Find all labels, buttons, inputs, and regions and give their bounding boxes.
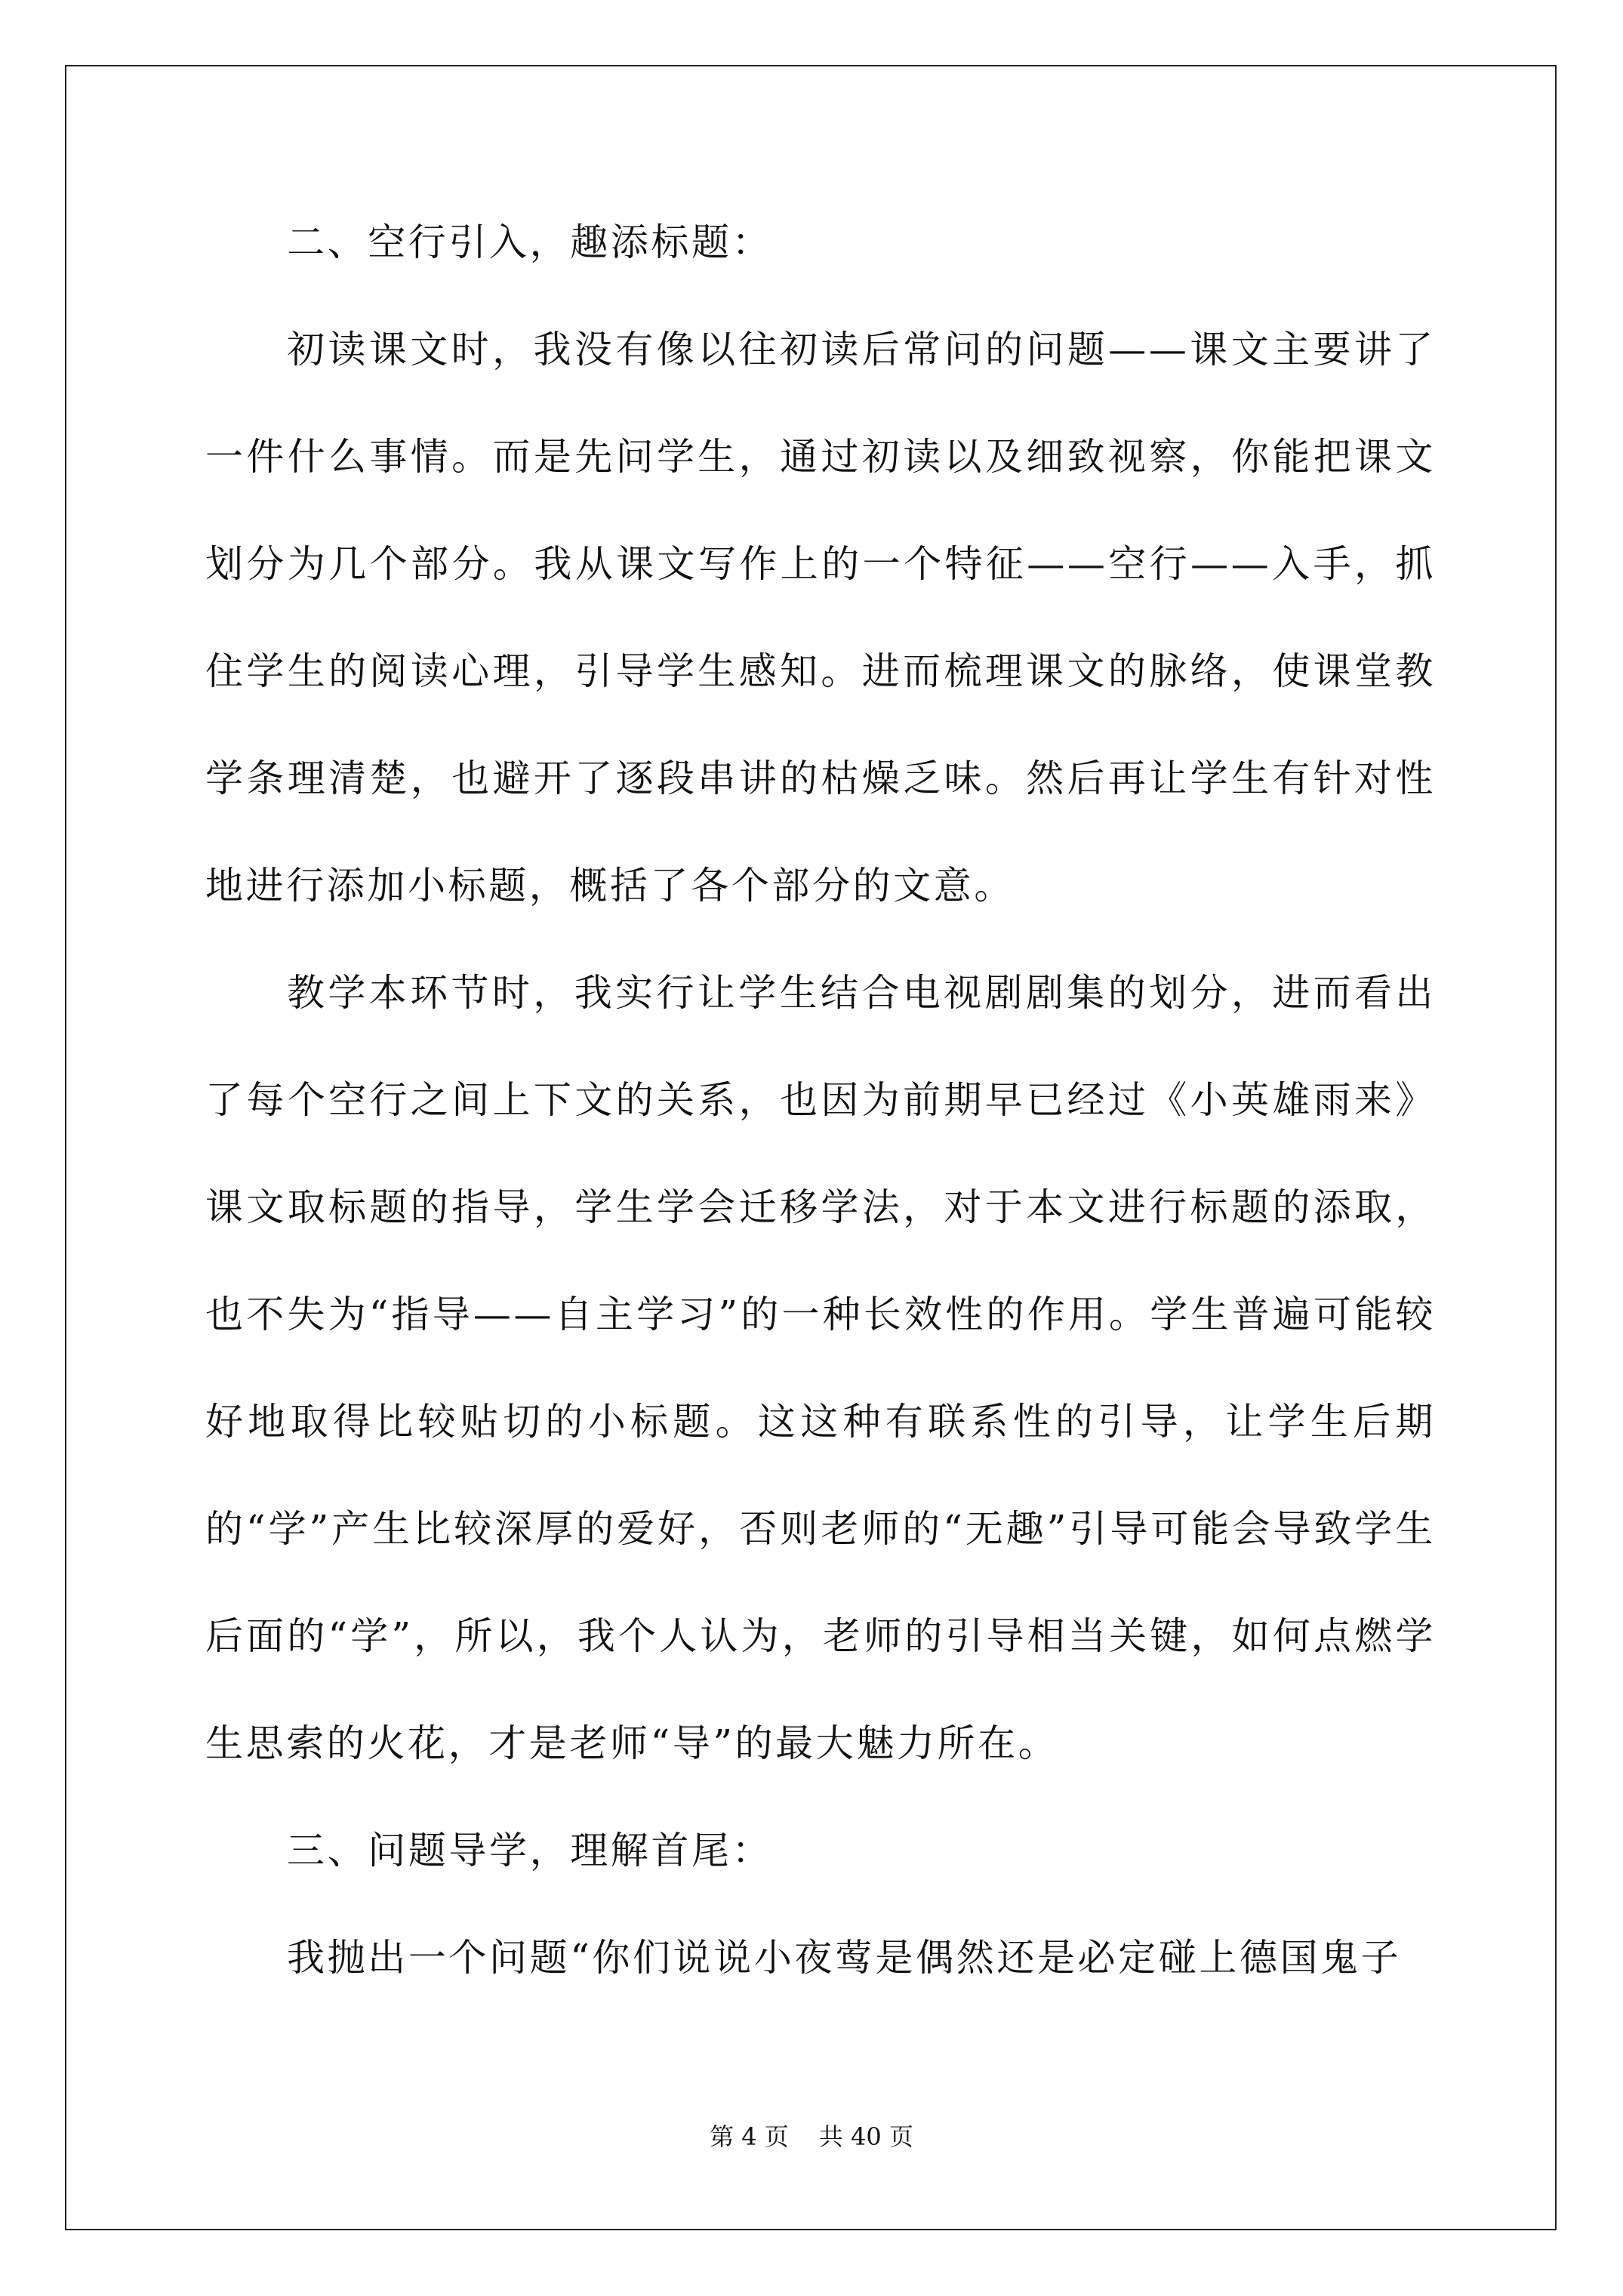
page-footer: [0, 2122, 1623, 2152]
section-heading-3: 三、问题导学，理解首尾：: [287, 1829, 773, 1872]
document-body: [205, 189, 1436, 2011]
paragraph: 教学本环节时，我实行让学生结合电视剧剧集的划分，进而看出了每个空行之间上下文的关系，也因为前期早已经过《小英雄雨来》课文取标题的指导，学生学会迁移学法，对于本文进行标题的添取，也不失为“指导——自主学习”的一种长效性的作用。学生普遍可能较好地取得比较贴切的小标题。这这种有联系性的引导，让学生后期的“学”产生比较深厚的爱好，否则老师的“无趣”引导可能会导致学生后面的“学”，所以，我个人认为，老师的引导相当关键，如何点燃学生思索的火花，才是老师“导”的最大魅力所在。: [205, 971, 1436, 1765]
page-total: 共 40 页: [818, 2122, 913, 2151]
section-heading-2: 二、空行引入，趣添标题：: [287, 220, 773, 264]
paragraph: 我抛出一个问题“你们说说小夜莺是偶然还是必定碰上德国鬼子: [287, 1936, 1402, 1980]
paragraph: 初读课文时，我没有像以往初读后常问的问题——课文主要讲了一件什么事情。而是先问学生，通过初读以及细致视察，你能把课文划分为几个部分。我从课文写作上的一个特征——空行——入手，抓住学生的阅读心理，引导学生感知。进而梳理课文的脉络，使课堂教学条理清楚，也避开了逐段串讲的枯燥乏味。然后再让学生有针对性地进行添加小标题，概括了各个部分的文意。: [205, 328, 1436, 908]
page-number: 第 4 页: [710, 2122, 789, 2151]
